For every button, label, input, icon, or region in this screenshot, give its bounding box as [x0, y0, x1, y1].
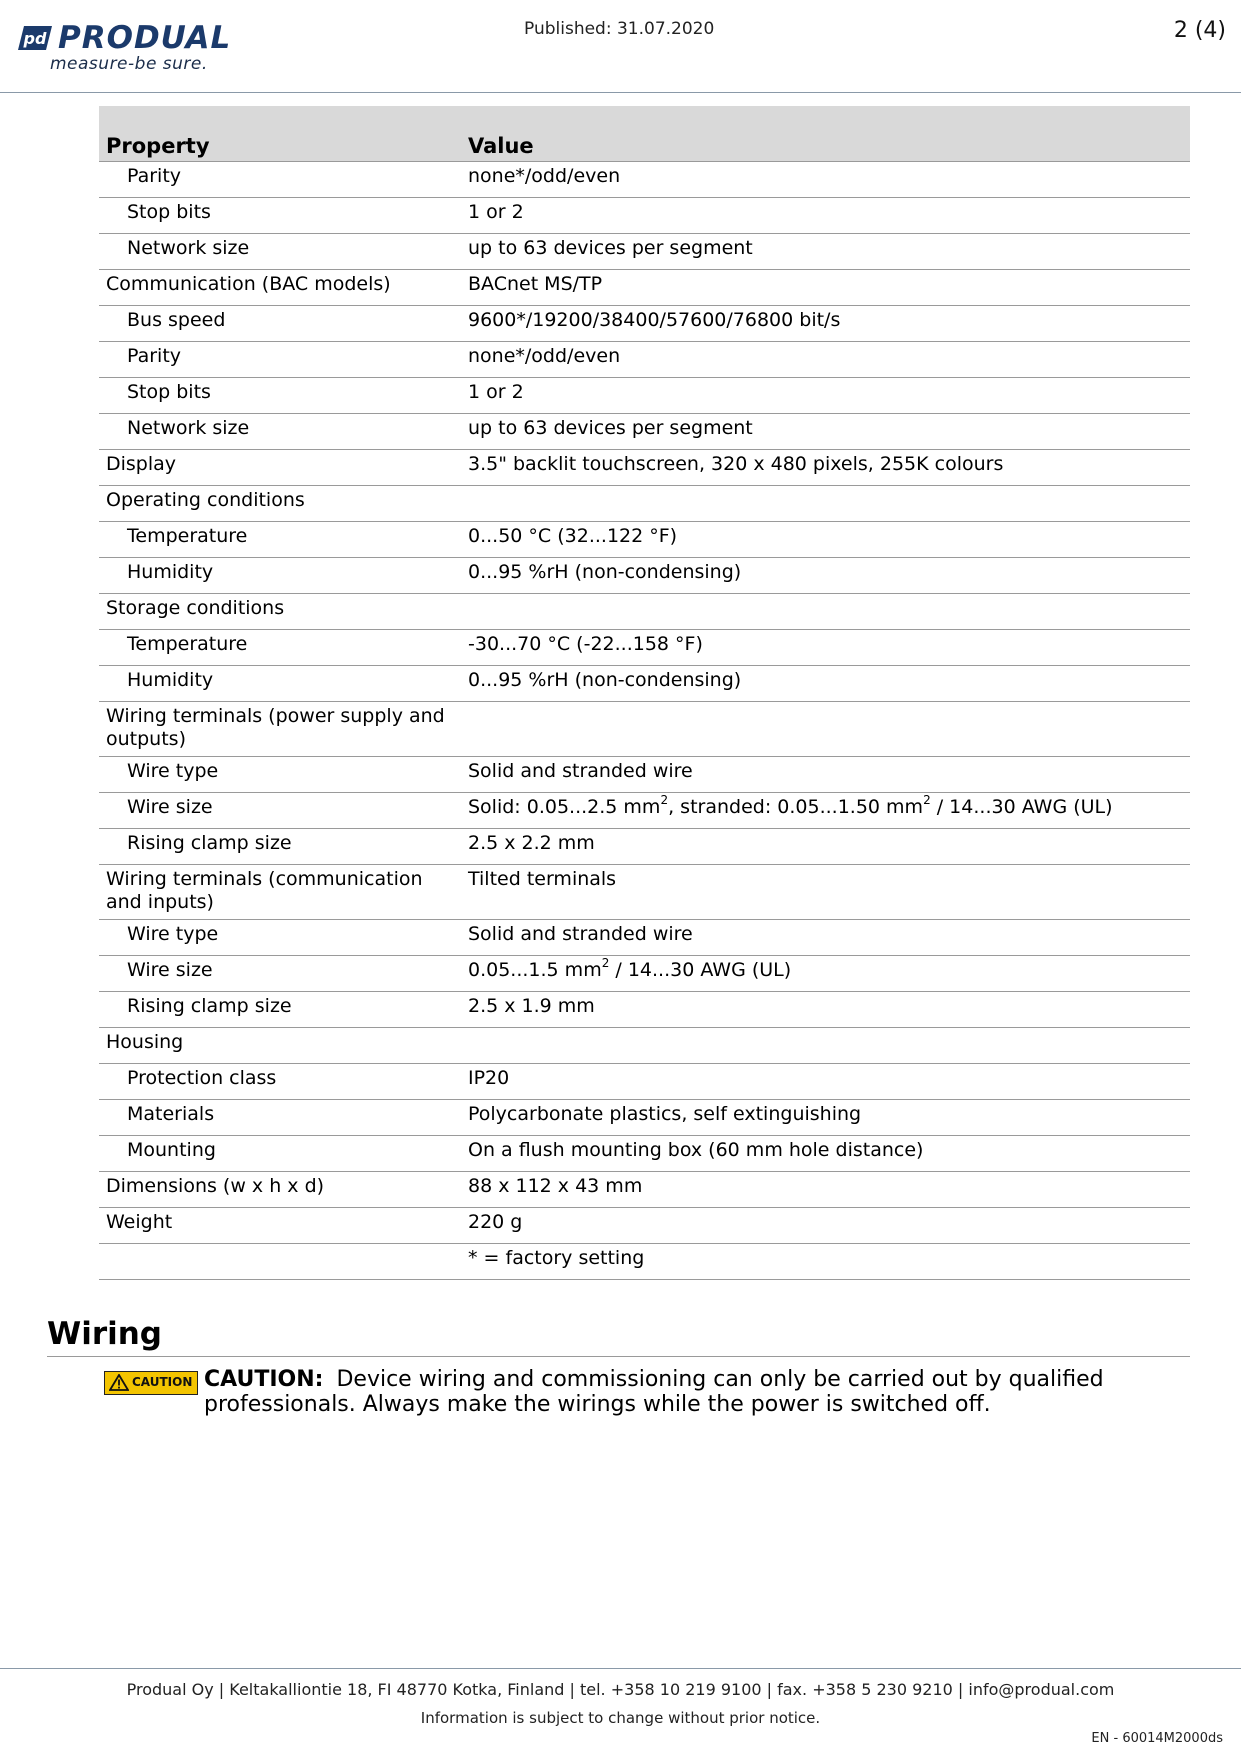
property-cell: Materials — [99, 1100, 461, 1136]
table-row — [99, 1064, 1190, 1100]
value-cell: 0.05...1.5 $mm^2 / 14...30$ AWG (UL) — [461, 956, 1190, 992]
property-cell: Humidity — [99, 558, 461, 594]
table-row — [99, 1172, 1190, 1208]
table-row — [99, 198, 1190, 234]
value-cell: 2.5 x 1.9 mm — [461, 992, 1190, 1028]
table-row — [99, 666, 1190, 702]
footer-notice: Information is subject to change without prior notice. — [420, 1709, 821, 1727]
page-header — [0, 0, 1241, 93]
value-cell: 0...95 %rH (non-condensing) — [461, 558, 1190, 594]
column-header-value: Value — [461, 106, 1190, 162]
superscript-two: 2 — [601, 956, 610, 970]
table-row — [99, 594, 1190, 630]
property-cell: Operating conditions — [99, 486, 461, 522]
table-row — [99, 378, 1190, 414]
value-cell: Solid and stranded wire — [461, 920, 1190, 956]
table-row — [99, 1136, 1190, 1172]
value-cell: 88 x 112 x 43 mm — [461, 1172, 1190, 1208]
table-row — [99, 306, 1190, 342]
value-cell: On a flush mounting box (60 mm hole distance) — [461, 1136, 1190, 1172]
property-cell: Housing — [99, 1028, 461, 1064]
column-header-property: Property — [99, 106, 461, 162]
property-cell: Network size — [99, 414, 461, 450]
table-row — [99, 162, 1190, 198]
value-cell: 1 or 2 — [461, 378, 1190, 414]
table-row — [99, 702, 1190, 757]
produal-logo-icon — [18, 24, 54, 52]
property-cell: Mounting — [99, 1136, 461, 1172]
value-cell: Solid and stranded wire — [461, 757, 1190, 793]
property-cell: Network size — [99, 234, 461, 270]
table-row — [99, 1028, 1190, 1064]
value-cell — [461, 1028, 1190, 1064]
property-cell: Bus speed — [99, 306, 461, 342]
table-row — [99, 630, 1190, 666]
superscript-two: 2 — [923, 793, 931, 807]
value-cell: IP20 — [461, 1064, 1190, 1100]
value-cell: BACnet MS/TP — [461, 270, 1190, 306]
property-cell: Wire size — [99, 956, 461, 992]
value-cell: 2.5 x 2.2 mm — [461, 829, 1190, 865]
document-id: EN - 60014M2000ds — [1091, 1731, 1223, 1746]
caution-message — [204, 1367, 1104, 1417]
value-cell: none*/odd/even — [461, 162, 1190, 198]
table-row — [99, 522, 1190, 558]
property-cell: Storage conditions — [99, 594, 461, 630]
footer-address: Produal Oy | Keltakalliontie 18, FI 48770 Kotka, Finland | tel. +358 10 219 9100 | fax. +358 5 230 9210 | info@produal.com — [126, 1680, 1115, 1699]
value-cell — [461, 702, 1190, 757]
property-cell: Communication (BAC models) — [99, 270, 461, 306]
value-cell: 0...50 °C (32...122 °F) — [461, 522, 1190, 558]
value-cell — [461, 594, 1190, 630]
table-header-row — [99, 106, 1190, 162]
published-date: Published: 31.07.2020 — [524, 19, 715, 39]
logo-wordmark: PRODUAL — [58, 20, 232, 56]
property-cell: Wiring terminals (communication and inputs) — [99, 865, 461, 920]
value-cell: Polycarbonate plastics, self extinguishing — [461, 1100, 1190, 1136]
warning-triangle-icon — [109, 1374, 129, 1391]
value-cell: 1 or 2 — [461, 198, 1190, 234]
property-cell: Stop bits — [99, 198, 461, 234]
value-cell: Tilted terminals — [461, 865, 1190, 920]
table-row — [99, 920, 1190, 956]
value-cell: up to 63 devices per segment — [461, 414, 1190, 450]
footer-divider — [0, 1668, 1241, 1669]
property-cell: Humidity — [99, 666, 461, 702]
table-row — [99, 486, 1190, 522]
logo-mark-text: pd — [23, 29, 47, 48]
table-row — [99, 956, 1190, 992]
property-cell: Wire type — [99, 920, 461, 956]
property-cell — [99, 1244, 461, 1280]
value-cell: up to 63 devices per segment — [461, 234, 1190, 270]
table-row — [99, 757, 1190, 793]
property-cell: Wire size — [99, 793, 461, 829]
table-row — [99, 270, 1190, 306]
property-cell: Display — [99, 450, 461, 486]
caution-badge-text: CAUTION — [132, 1375, 193, 1389]
property-cell: Temperature — [99, 630, 461, 666]
table-row — [99, 342, 1190, 378]
value-cell — [461, 486, 1190, 522]
property-cell: Rising clamp size — [99, 829, 461, 865]
property-cell: Parity — [99, 162, 461, 198]
table-row — [99, 234, 1190, 270]
property-cell: Wiring terminals (power supply and outputs) — [99, 702, 461, 757]
value-cell: 9600*/19200/38400/57600/76800 bit/s — [461, 306, 1190, 342]
produal-logo — [18, 20, 231, 56]
table-row — [99, 1208, 1190, 1244]
table-row — [99, 829, 1190, 865]
section-divider — [47, 1356, 1190, 1357]
value-cell: Solid: 0.05...2.5 $mm^2$, stranded: 0.05...1.50 $mm^2 / 14...30$ AWG (UL) — [461, 793, 1190, 829]
tagline: measure-be sure. — [50, 54, 208, 74]
specification-table — [99, 106, 1190, 1280]
property-cell: Dimensions (w x h x d) — [99, 1172, 461, 1208]
table-row — [99, 558, 1190, 594]
table-row — [99, 793, 1190, 829]
table-row — [99, 1100, 1190, 1136]
property-cell: Protection class — [99, 1064, 461, 1100]
value-cell: * = factory setting — [461, 1244, 1190, 1280]
caution-badge — [104, 1371, 198, 1395]
value-cell: 0...95 %rH (non-condensing) — [461, 666, 1190, 702]
superscript-two: 2 — [660, 793, 669, 807]
value-cell: 3.5" backlit touchscreen, 320 x 480 pixels, 255K colours — [461, 450, 1190, 486]
property-cell: Temperature — [99, 522, 461, 558]
table-row — [99, 414, 1190, 450]
section-title-wiring: Wiring — [47, 1316, 162, 1352]
property-cell: Parity — [99, 342, 461, 378]
table-row — [99, 450, 1190, 486]
property-cell: Stop bits — [99, 378, 461, 414]
table-row — [99, 992, 1190, 1028]
value-cell: 220 g — [461, 1208, 1190, 1244]
property-cell: Wire type — [99, 757, 461, 793]
page-number: 2 (4) — [1173, 18, 1226, 43]
table-row — [99, 1244, 1190, 1280]
caution-label: CAUTION: — [204, 1367, 324, 1392]
value-cell: -30...70 °C (-22...158 °F) — [461, 630, 1190, 666]
property-cell: Weight — [99, 1208, 461, 1244]
value-cell: none*/odd/even — [461, 342, 1190, 378]
table-body — [99, 162, 1190, 1280]
property-cell: Rising clamp size — [99, 992, 461, 1028]
table-row — [99, 865, 1190, 920]
caution-body: Device wiring and commissioning can only be carried out by qualified professionals. Always make the wirings while the power is switched off. — [204, 1367, 1104, 1417]
